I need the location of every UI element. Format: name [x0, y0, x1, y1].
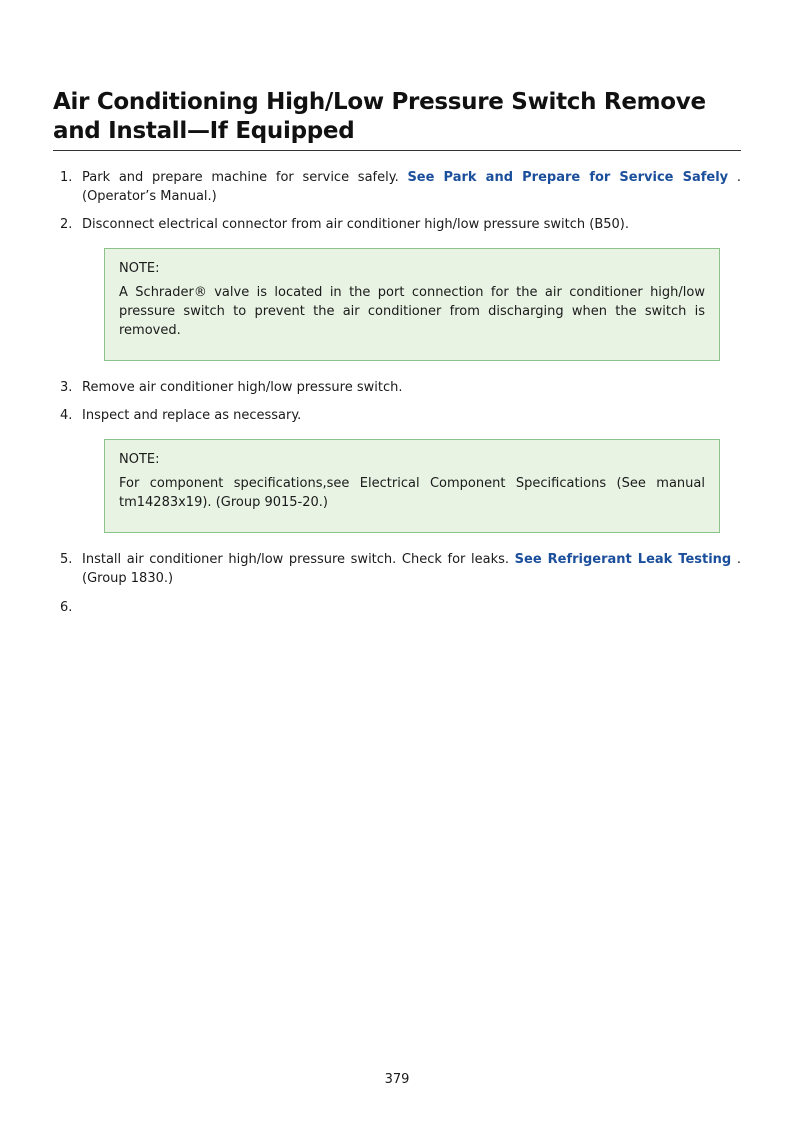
step-item [60, 406, 741, 425]
step-text [82, 168, 741, 206]
step-number: 5. [60, 552, 73, 567]
step-text-lead: Park and prepare machine for service safely. [82, 170, 408, 185]
step-number: 3. [60, 380, 73, 395]
step-text-tail: . (Group 1830.) [82, 552, 741, 586]
step-item [60, 215, 741, 234]
step-text [82, 550, 741, 588]
step-item [60, 378, 741, 397]
note-label: NOTE: [119, 261, 160, 276]
park-prepare-link[interactable]: See Park and Prepare for Service Safely [407, 170, 729, 185]
step-text: Inspect and replace as necessary. [82, 408, 302, 423]
note-text: A Schrader® valve is located in the port connection for the air conditioner high/low pressure switch to prevent the air conditioner from discharging when the switch is removed. [119, 285, 705, 338]
note-text: For component specifications,see Electrical Component Specifications (See manual tm14283x19). (Group 9015-20.) [119, 476, 705, 510]
note-label: NOTE: [119, 452, 160, 467]
step-number: 1. [60, 170, 73, 185]
step-text [82, 598, 741, 617]
step-text: Remove air conditioner high/low pressure switch. [82, 380, 403, 395]
step-number: 4. [60, 408, 73, 423]
page-title: Air Conditioning High/Low Pressure Switch Remove and Install—If Equipped [53, 89, 706, 144]
step-text-lead: Install air conditioner high/low pressure switch. Check for leaks. [82, 552, 515, 567]
refrigerant-leak-testing-link[interactable]: See Refrigerant Leak Testing [514, 552, 732, 567]
step-text-tail: . (Operator’s Manual.) [82, 170, 741, 204]
title-divider [53, 150, 741, 151]
step-item [60, 168, 741, 206]
note-box [104, 439, 720, 533]
page-number: 379 [384, 1072, 410, 1087]
step-number: 6. [60, 600, 73, 615]
step-number: 2. [60, 217, 73, 232]
note-box [104, 248, 720, 361]
step-item [60, 550, 741, 588]
step-text: Disconnect electrical connector from air conditioner high/low pressure switch (B50). [82, 217, 629, 232]
step-item [60, 598, 741, 617]
